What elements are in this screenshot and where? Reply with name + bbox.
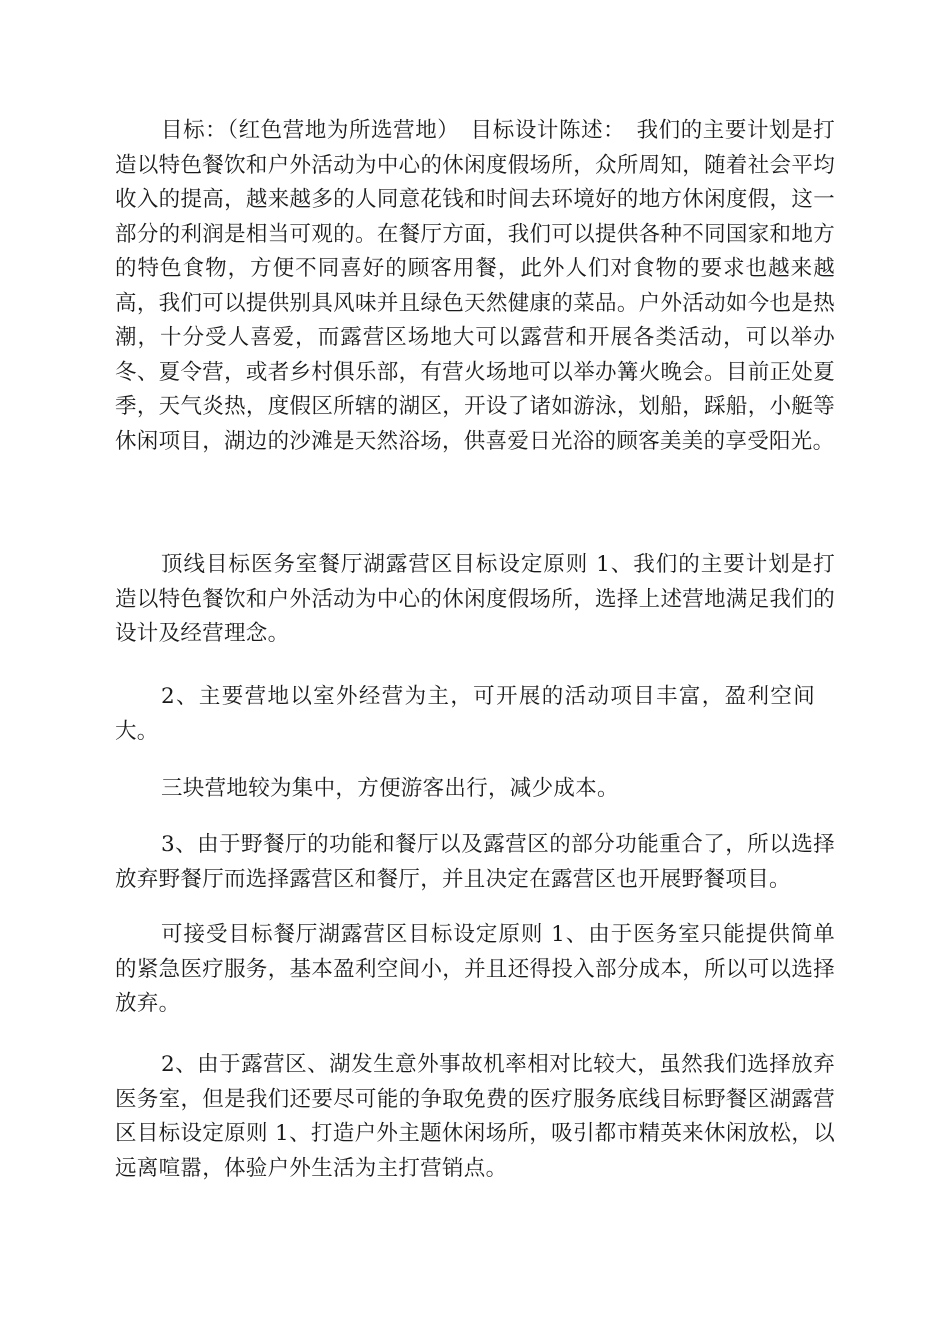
paragraph-bottom-line-goals: 2、由于露营区、湖发生意外事故机率相对比较大，虽然我们选择放弃医务室，但是我们还要尽可能的争取免费的医疗服务底线目标野餐区湖露营区目标设定原则 1、打造户外主题休闲场所，吸引都市精英来休闲放松，以远离喧嚣，体验户外生活为主打营销点。 xyxy=(115,1052,835,1181)
paragraph-principle-2: 2、主要营地以室外经营为主，可开展的活动项目丰富，盈利空间大。 xyxy=(115,684,815,744)
paragraph-top-line-goals: 顶线目标医务室餐厅湖露营区目标设定原则 1、我们的主要计划是打造以特色餐饮和户外活动为中心的休闲度假场所，选择上述营地满足我们的设计及经营理念。 xyxy=(115,552,835,646)
paragraph-principle-3: 3、由于野餐厅的功能和餐厅以及露营区的部分功能重合了，所以选择放弃野餐厅而选择露营区和餐厅，并且决定在露营区也开展野餐项目。 xyxy=(115,832,835,892)
paragraph-goal-statement: 目标：（红色营地为所选营地） 目标设计陈述： 我们的主要计划是打造以特色餐饮和户外活动为中心的休闲度假场所，众所周知，随着社会平均收入的提高，越来越多的人同意花钱和时间去环境好的地方休闲度假，这一部分的利润是相当可观的。在餐厅方面，我们可以提供各种不同国家和地方的特色食物，方便不同喜好的顾客用餐，此外人们对食物的要求也越来越高，我们可以提供别具风味并且绿色天然健康的菜品。户外活动如今也是热潮，十分受人喜爱，而露营区场地大可以露营和开展各类活动，可以举办冬、夏令营，或者乡村俱乐部，有营火场地可以举办篝火晚会。目前正处夏季，天气炎热，度假区所辖的湖区，开设了诸如游泳，划船，踩船，小艇等休闲项目，湖边的沙滩是天然浴场，供喜爱日光浴的顾客美美的享受阳光。 xyxy=(115,118,835,454)
paragraph-acceptable-goals: 可接受目标餐厅湖露营区目标设定原则 1、由于医务室只能提供简单的紧急医疗服务，基本盈利空间小，并且还得投入部分成本，所以可以选择放弃。 xyxy=(115,922,835,1016)
paragraph-concentrated-sites: 三块营地较为集中，方便游客出行，减少成本。 xyxy=(161,776,619,801)
